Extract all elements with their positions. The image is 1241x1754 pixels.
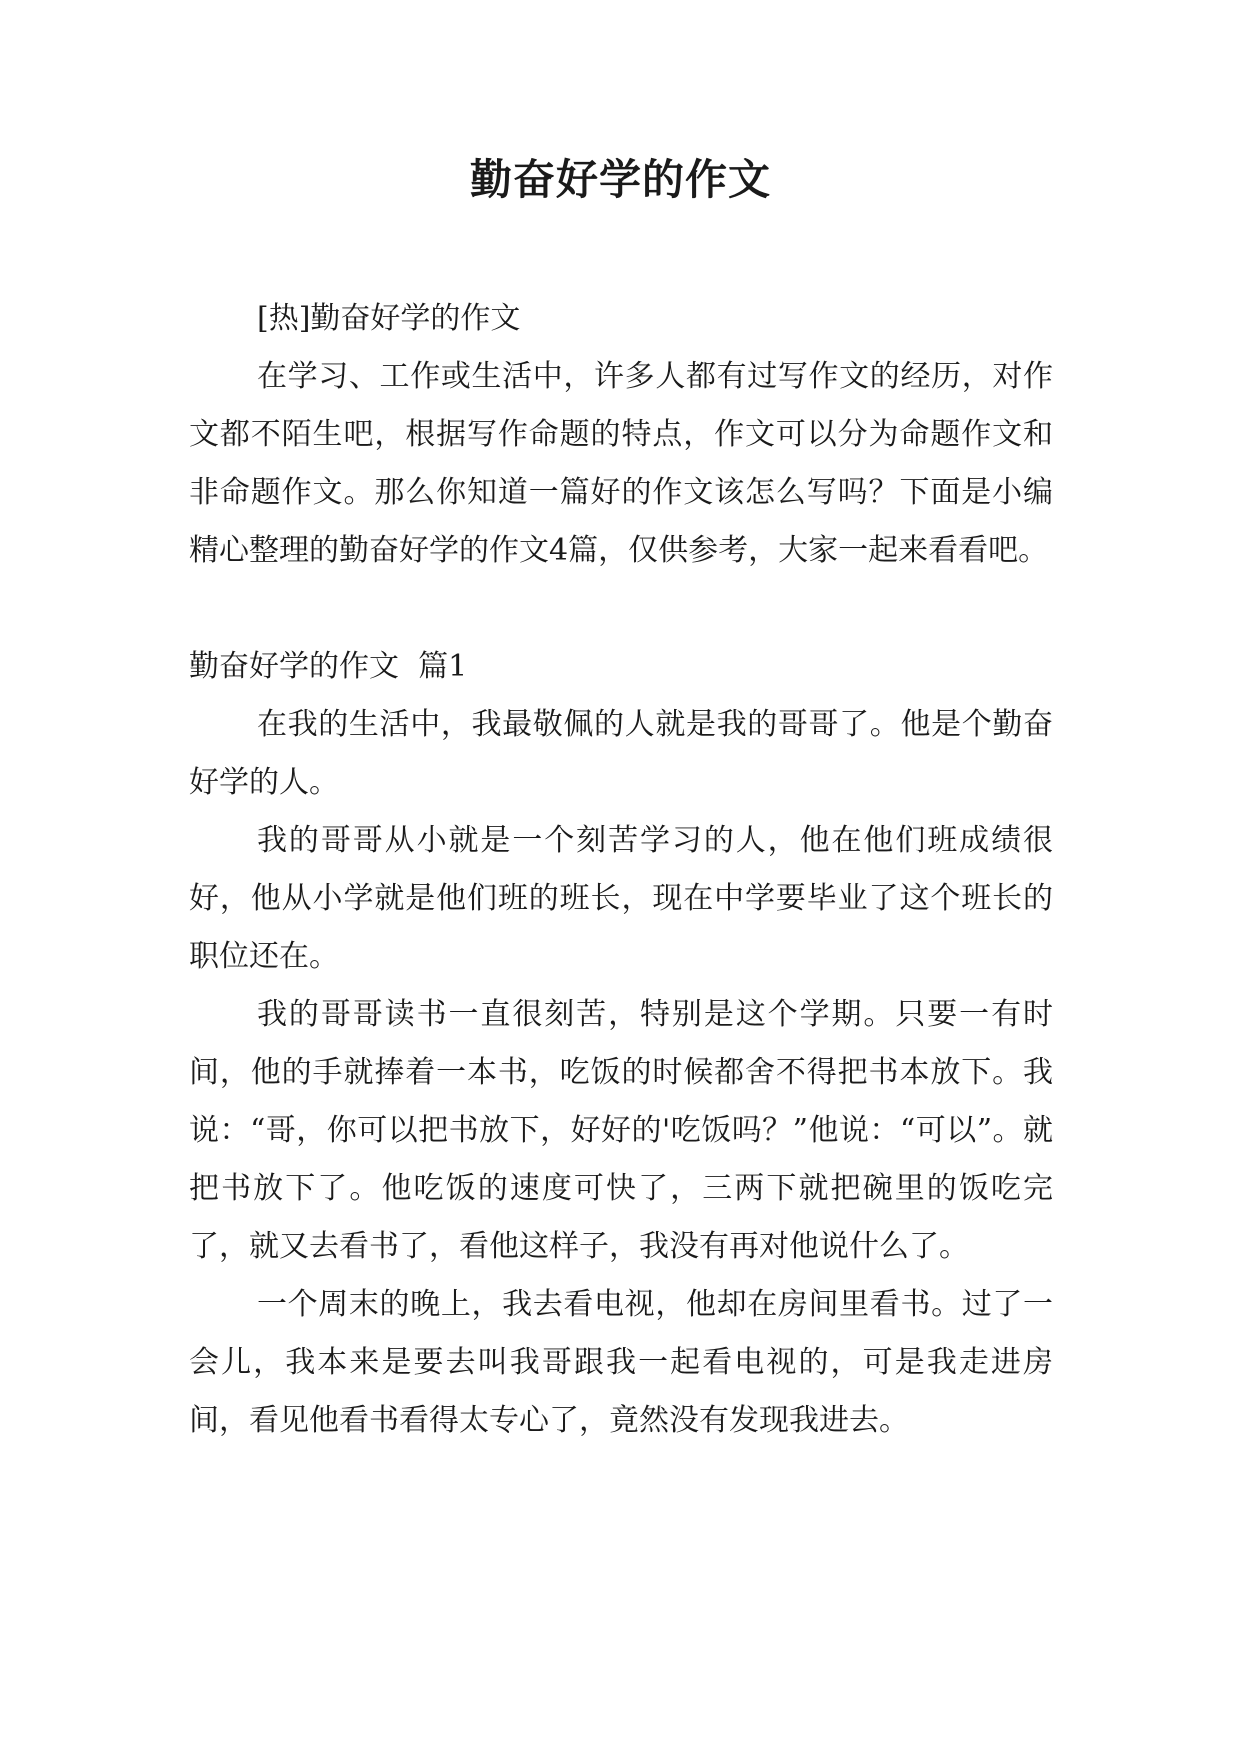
intro-paragraph: 在学习、工作或生活中，许多人都有过写作文的经历，对作文都不陌生吧，根据写作命题的特点，作文可以分为命题作文和非命题作文。那么你知道一篇好的作文该怎么写吗？下面是小编精心整理的勤奋好学的作文4篇，仅供参考，大家一起来看看吧。 <box>189 359 1053 568</box>
body-paragraph: 在我的生活中，我最敬佩的人就是我的哥哥了。他是个勤奋好学的人。 <box>189 707 1053 800</box>
document-body <box>189 290 1053 1450</box>
intro-heading: [热]勤奋好学的作文 <box>257 301 521 336</box>
body-paragraph: 一个周末的晚上，我去看电视，他却在房间里看书。过了一会儿，我本来是要去叫我哥跟我一起看电视的，可是我走进房间，看见他看书看得太专心了，竟然没有发现我进去。 <box>189 1287 1053 1438</box>
section-spacer <box>189 580 1053 638</box>
body-paragraph: 我的哥哥从小就是一个刻苦学习的人，他在他们班成绩很好，他从小学就是他们班的班长，现在中学要毕业了这个班长的职位还在。 <box>189 823 1053 974</box>
body-paragraph: 我的哥哥读书一直很刻苦，特别是这个学期。只要一有时间，他的手就捧着一本书，吃饭的时候都舍不得把书本放下。我说：“哥，你可以把书放下，好好的'吃饭吗？”他说：“可以”。就把书放下了。他吃饭的速度可快了，三两下就把碗里的饭吃完了，就又去看书了，看他这样子，我没有再对他说什么了。 <box>189 997 1053 1264</box>
document-title: 勤奋好学的作文 <box>469 155 771 204</box>
section-heading: 勤奋好学的作文 篇1 <box>189 649 468 684</box>
